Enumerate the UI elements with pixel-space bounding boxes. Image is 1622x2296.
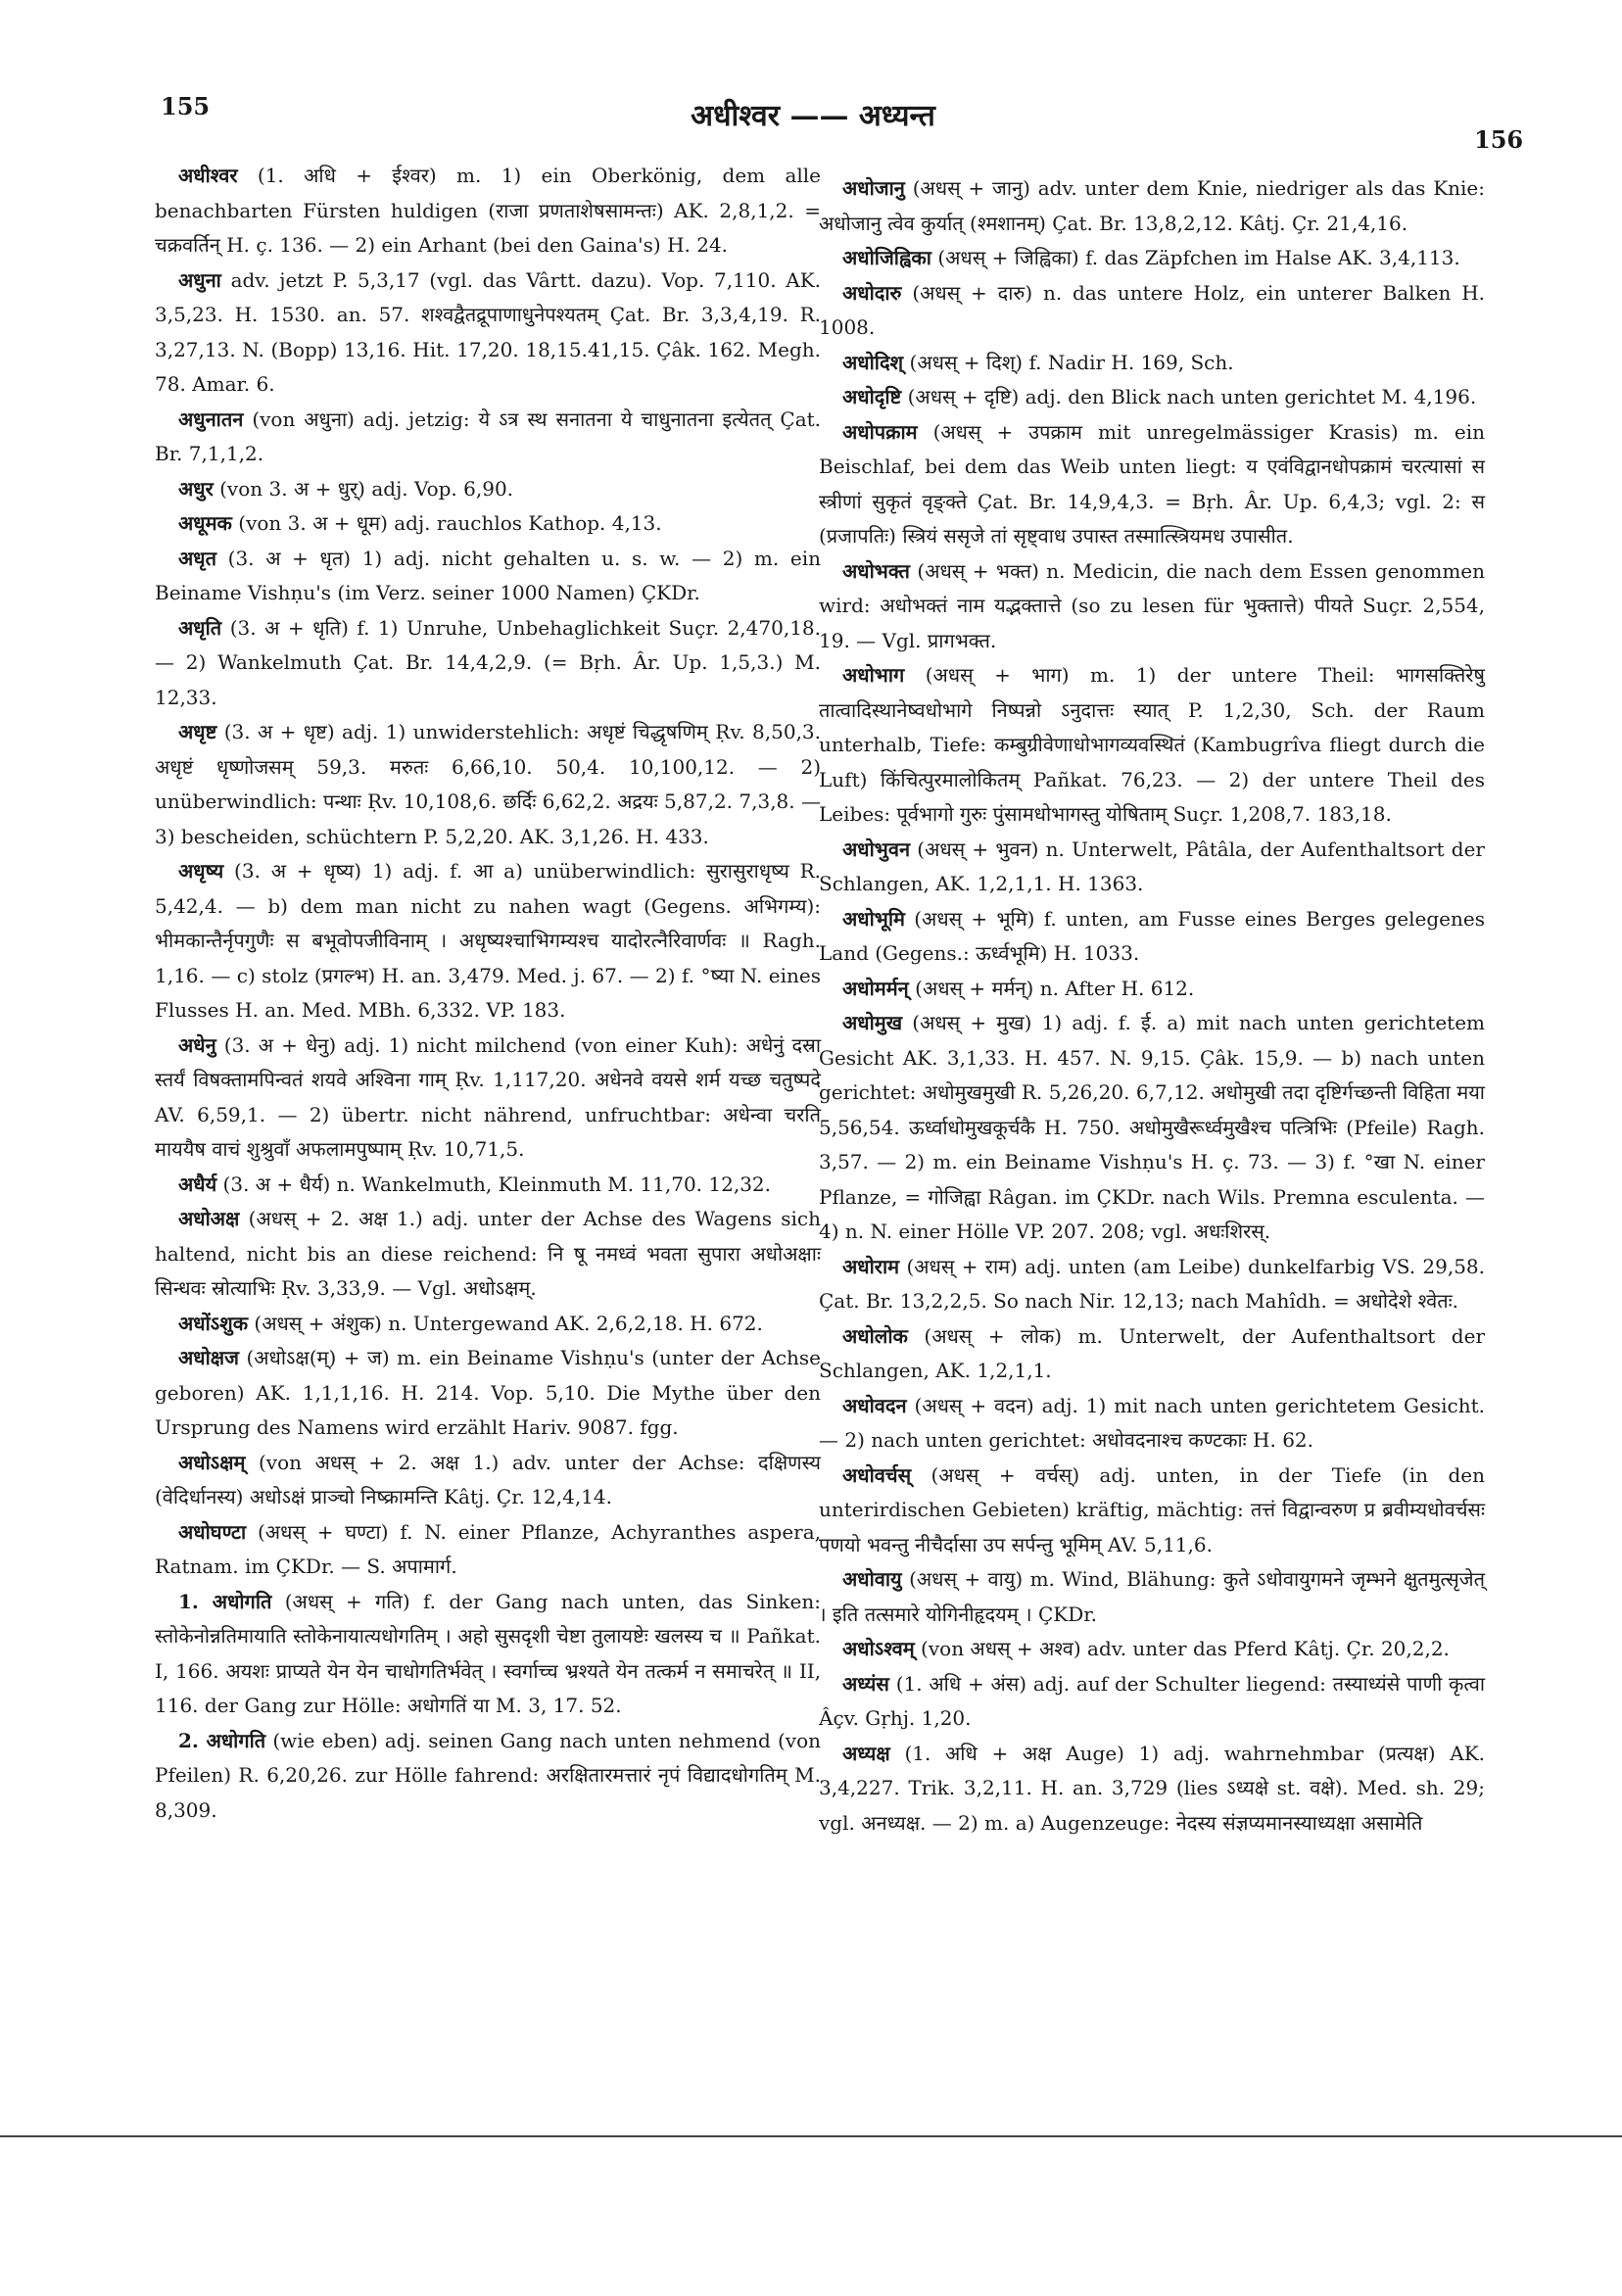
dictionary-entry — [819, 972, 1485, 1007]
dictionary-entry — [155, 1341, 821, 1446]
dictionary-entry — [155, 611, 821, 716]
dictionary-entry — [819, 380, 1485, 415]
entry-headword: अधोघण्टा — [178, 1519, 247, 1544]
dictionary-entry — [819, 171, 1485, 241]
entry-text: (von अधुना) adj. jetzig: ये ऽत्र स्थ सनातना ये चाधुनातना इत्येतत् Çat. Br. 7,1,1,2. — [155, 407, 822, 465]
entry-headword: अध्यंस — [842, 1671, 889, 1696]
footer-rule — [0, 2135, 1622, 2137]
entry-headword: अधोजिह्विका — [842, 246, 931, 269]
entry-text: (अधस् + जिह्विका) f. das Zäpfchen im Halse AK. 3,4,113. — [937, 246, 1460, 269]
entry-headword: अध्यक्ष — [842, 1741, 890, 1765]
entry-headword: अधूमक — [178, 511, 232, 535]
entry-headword: अधृष्य — [178, 859, 224, 883]
entry-text: (3. अ + धृत) 1) adj. nicht gehalten u. s. w. — 2) m. ein Beiname Vishṇu's (im Verz. seiner 1000 Namen) ÇKDr. — [155, 546, 821, 604]
dictionary-entry — [155, 506, 821, 542]
dictionary-entry — [819, 415, 1485, 554]
entry-headword: अधोदिश् — [842, 350, 904, 374]
page-number-right: 156 — [1474, 125, 1524, 154]
entry-text: (von 3. अ + धूम) adj. rauchlos Kathop. 4,13. — [238, 511, 662, 535]
entry-headword: अधोमुख — [842, 1011, 903, 1034]
dictionary-entry — [155, 1724, 821, 1829]
entry-text: (अधोऽक्ष(म्) + ज) m. ein Beiname Vishṇu's (unter der Achse geboren) AK. 1,1,1,16. H. 214. Vop. 5,10. Die Mythe über den Ursprung des Namens wird erzählt Hariv. 9087. fgg. — [155, 1346, 822, 1439]
entry-headword: अधेनु — [178, 1032, 216, 1057]
entry-text: (अधस् + 2. अक्ष 1.) adj. unter der Achse des Wagens sich haltend, nicht bis an diese reichend: नि षू नमध्वं भवता सुपारा अधोअक्षाः सिन्धवः स्रोत्याभिः Ṛv. 3,33,9. — Vgl. अधोऽक्षम्. — [155, 1207, 822, 1300]
entry-text: (अधस् + राम) adj. unten (am Leibe) dunkelfarbig VS. 29,58. Çat. Br. 13,2,2,5. So nach Nir. 12,13; nach Mahîdh. = अधोदेशे श्वेतः. — [819, 1254, 1486, 1313]
dictionary-entry — [819, 1632, 1485, 1667]
entry-text: (अधस् + मुख) 1) adj. f. ई. a) mit nach unten gerichtetem Gesicht AK. 3,1,33. H. 457. N. 9,15. Çâk. 15,9. — b) nach unten gerichtet: अधोमुखमुखी R. 5,26,20. 6,7,12. अधोमुखी तदा दृष्टिर्गच्छन्ती विहिता मया 5,56,54. ऊर्ध्वाधोमुखकूर्चकै H. 750. अधोमुखैरूर्ध्वमुखैश्च पत्त्रिभिः (Pfeile) Ragh. 3,57. — 2) m. ein Beiname Vishṇu's H. ç. 73. — 3) f. °खा N. einer Pflanze, = गोजिह्वा Râgan. im ÇKDr. nach Wils. Premna esculenta. — 4) n. N. einer Hölle VP. 207. 208; vgl. अधःशिरस्. — [819, 1011, 1486, 1243]
dictionary-entry — [819, 658, 1485, 833]
entry-headword: अधोराम — [842, 1254, 900, 1278]
entry-headword: अधोभुवन — [842, 837, 911, 861]
entry-text: adv. jetzt P. 5,3,17 (vgl. das Vârtt. dazu). Vop. 7,110. AK. 3,5,23. H. 1530. an. 57. शश्वद्वैतद्रूपाणाधुनेपश्यतम् Çat. Br. 3,3,4,19. R. 3,27,13. N. (Bopp) 13,16. Hit. 17,20. 18,15.41,15. Çâk. 162. Megh. 78. Amar. 6. — [155, 267, 822, 396]
entry-headword: अधोदृष्टि — [842, 385, 902, 408]
entry-headword: अधोमर्मन् — [842, 976, 909, 1000]
entry-text: (3. अ + धृति) f. 1) Unruhe, Unbehaglichkeit Suçr. 2,470,18. — 2) Wankelmuth Çat. Br. 14,4,2,9. (= Bṛh. Âr. Up. 1,5,3.) M. 12,33. — [155, 615, 821, 709]
dictionary-entry — [819, 902, 1485, 972]
entry-text: (3. अ + धृष्ट) adj. 1) unwiderstehlich: अधृष्टं चिद्धृषणिम् Ṛv. 8,50,3. अधृष्टं धृष्णोजसम् 59,3. मरुतः 6,66,10. 50,4. 10,100,12. — 2) unüberwindlich: पन्थाः Ṛv. 10,108,6. छर्दिः 6,62,2. अद्रयः 5,87,2. 7,3,8. — 3) bescheiden, schüchtern P. 5,2,20. AK. 3,1,26. H. 433. — [155, 720, 822, 848]
entry-headword: अधोपक्राम — [842, 419, 918, 444]
entry-headword: अधोवदन — [842, 1393, 907, 1417]
entry-text: (1. अधि + ईश्वर) m. 1) ein Oberkönig, dem alle benachbarten Fürsten huldigen (राजा प्रणताशेषसामन्तः) AK. 2,8,1,2. = चक्रवर्तिन् H. ç. 136. — 2) ein Arhant (bei den Gaina's) H. 24. — [155, 164, 822, 257]
entry-text: (अधस् + वर्चस्) adj. unten, in der Tiefe (in den unterirdischen Gebieten) kräftig, mächtig: तत्तं विद्वान्वरुण प्र ब्रवीम्यधोवर्चसः पणयो भवन्तु नीचैर्दासा उप सर्पन्तु भूमिम् AV. 5,11,6. — [819, 1462, 1485, 1556]
entry-text: (von अधस् + 2. अक्ष 1.) adv. unter der Achse: दक्षिणस्य (वेदिर्धानस्य) अधोऽक्षं प्राञ्चो निष्क्रामन्ति Kâtj. Çr. 12,4,14. — [155, 1450, 822, 1508]
entry-text: (अधस् + गति) f. der Gang nach unten, das Sinken: स्तोकेनोन्नतिमायाति स्तोकेनायात्यधोगतिम् । अहो सुसदृशी चेष्टा तुलायष्टेः खलस्य च ॥ Pañkat. I, 166. अयशः प्राप्यते येन येन चाधोगतिर्भवेत् । स्वर्गाच्च भ्रश्यते येन तत्कर्म न समाचरेत् ॥ II, 116. der Gang zur Hölle: अधोगतिं या M. 3, 17. 52. — [155, 1589, 822, 1717]
right-column — [819, 171, 1485, 1841]
entry-headword: अधोभक्त — [842, 558, 910, 583]
dictionary-entry — [155, 263, 821, 403]
entry-text: (अधस् + घण्टा) f. N. einer Pflanze, Achyranthes aspera, Ratnam. im ÇKDr. — S. अपामार्ग. — [155, 1519, 821, 1578]
entry-text: (1. अधि + अक्ष Auge) 1) adj. wahrnehmbar (प्रत्यक्ष) AK. 3,4,227. Trik. 3,2,11. H. an. 3,729 (lies ऽध्यक्षे st. वक्षे). Med. sh. 29; vgl. अनध्यक्ष. — 2) m. a) Augenzeuge: नेदस्य संज्ञप्यमानस्याध्यक्षा असामेति — [819, 1741, 1485, 1835]
dictionary-entry — [155, 159, 821, 263]
dictionary-entry — [819, 1250, 1485, 1319]
dictionary-entry — [155, 1515, 821, 1585]
entry-headword: अधोदारु — [842, 280, 902, 305]
entry-headword: अधुर — [178, 476, 214, 501]
dictionary-entry — [819, 1006, 1485, 1250]
dictionary-entry — [819, 1389, 1485, 1459]
entry-text: (अधस् + उपक्राम mit unregelmässiger Krasis) m. ein Beischlaf, bei dem das Weib unten liegt: य एवंविद्वानधोपक्रामं चरत्यासां स स्त्रीणां सुकृतं वृङ्क्ते Çat. Br. 14,9,4,3. = Bṛh. Âr. Up. 6,4,3; vgl. 2: स (प्रजापतिः) स्त्रियं ससृजे तां सृष्ट्वाध उपास्त तस्मात्स्त्रियमध उपासीत. — [819, 419, 1485, 548]
entry-headword: अधोअक्ष — [178, 1207, 240, 1230]
dictionary-entry — [819, 346, 1485, 381]
entry-headword: अधोक्षज — [178, 1346, 239, 1369]
dictionary-entry — [155, 472, 821, 507]
entry-headword: अधोभूमि — [842, 906, 905, 931]
dictionary-entry — [819, 1737, 1485, 1842]
entry-headword: अधोऽक्षम् — [178, 1450, 246, 1474]
page-number-left: 155 — [161, 92, 211, 120]
dictionary-entry — [819, 1319, 1485, 1389]
dictionary-entry — [819, 1459, 1485, 1563]
entry-headword: 2. अधोगति — [178, 1728, 266, 1752]
dictionary-entry — [155, 854, 821, 1028]
entry-text: (अधस् + भूमि) f. unten, am Fusse eines Berges gelegenes Land (Gegens.: ऊर्ध्वभूमि) H. 1033. — [819, 906, 1485, 965]
entry-headword: 1. अधोगति — [178, 1589, 272, 1613]
running-title: अधीश्वर —— अध्यन्त — [691, 99, 935, 133]
entry-text: (3. अ + धैर्य) n. Wankelmuth, Kleinmuth M. 11,70. 12,32. — [222, 1172, 772, 1196]
dictionary-entry — [155, 1446, 821, 1515]
entry-headword: अधोवर्चस् — [842, 1462, 912, 1487]
entry-text: (अधस् + वायु) m. Wind, Blähung: कुते ऽधोवायुगमने जृम्भने क्षुतमुत्सृजेत् । इति तत्समारे योगिनीहृदयम् । ÇKDr. — [819, 1567, 1485, 1626]
entry-text: (अधस् + भाग) m. 1) der untere Theil: भागसक्तिरेषु तात्वादिस्थानेष्वधोभागे निष्पन्नो ऽनुदात्तः स्यात् P. 1,2,30, Sch. der Raum unterhalb, Tiefe: कम्बुग्रीवेणाधोभागव्यवस्थितं (Kambugrîva fliegt durch die Luft) किंचित्पुरमालोकितम् Pañkat. 76,23. — 2) der untere Theil des Leibes: पूर्वभागो गुरुः पुंसामधोभागस्तु योषिताम् Suçr. 1,208,7. 183,18. — [819, 663, 1485, 826]
entry-text: (अधस् + दारु) n. das untere Holz, ein unterer Balken H. 1008. — [819, 280, 1485, 339]
entry-text: (अधस् + भक्त) n. Medicin, die nach dem Essen genommen wird: अधोभक्तं नाम यद्भक्तात्ते (so zu lesen für भुक्तात्ते) पीयते Suçr. 2,554, 19. — Vgl. प्रागभक्त. — [819, 558, 1486, 652]
entry-text: (1. अधि + अंस) adj. auf der Schulter liegend: तस्याध्यंसे पाणी कृत्वा Âçv. Gṛhj. 1,20. — [819, 1671, 1485, 1730]
dictionary-entry — [155, 542, 821, 611]
dictionary-entry — [819, 1667, 1485, 1737]
entry-text: (von 3. अ + धुर्) adj. Vop. 6,90. — [219, 476, 514, 501]
entry-text: (3. अ + धेनु) adj. 1) nicht milchend (von einer Kuh): अधेनुं दस्रा स्तर्यं विषक्तामपिन्वतं शयवे अश्विना गाम् Ṛv. 1,117,20. अधेनवे वयसे शर्म यच्छ चतुष्पदे AV. 6,59,1. — 2) übertr. nicht nährend, unfruchtbar: अधेन्वा चरति माययैष वाचं शुश्रुवाँ अफलामपुष्पाम् Ṛv. 10,71,5. — [155, 1032, 821, 1161]
entry-text: (अधस् + दृष्टि) adj. den Blick nach unten gerichtet M. 4,196. — [907, 385, 1477, 408]
entry-headword: अधुनातन — [178, 407, 244, 431]
dictionary-entry — [819, 1562, 1485, 1632]
entry-text: (अधस् + वदन) adj. 1) mit nach unten gerichtetem Gesicht. — 2) nach unten gerichtet: अधोवदनाश्च कण्टकाः H. 62. — [819, 1393, 1485, 1452]
dictionary-entry — [819, 241, 1485, 276]
entry-text: (अधस् + दिश्) f. Nadir H. 169, Sch. — [909, 350, 1234, 374]
dictionary-entry — [155, 1307, 821, 1342]
entry-headword: अधैर्य — [178, 1172, 217, 1196]
entry-headword: अधोभाग — [842, 663, 905, 687]
dictionary-entry — [155, 1028, 821, 1168]
entry-headword: अधृत — [178, 546, 216, 570]
dictionary-entry — [819, 554, 1485, 659]
entry-headword: अधोजानु — [842, 176, 905, 200]
dictionary-entry — [819, 276, 1485, 346]
dictionary-entry — [155, 1202, 821, 1307]
dictionary-entry — [155, 715, 821, 854]
dictionary-entry — [155, 403, 821, 472]
entry-headword: अधोवायु — [842, 1567, 902, 1591]
entry-headword: अधुना — [178, 267, 221, 292]
entry-headword: अधोंऽशुक — [178, 1311, 249, 1335]
entry-headword: अधृति — [178, 615, 222, 640]
entry-headword: अधीश्वर — [178, 164, 238, 187]
entry-text: (3. अ + धृष्य) 1) adj. f. आ a) unüberwindlich: सुरासुराधृष्य R. 5,42,4. — b) dem man nicht zu nahen wagt (Gegens. अभिगम्य): भीमकान्तैर्नृपगुणैः स बभूवोपजीविनाम् । अधृष्यश्चाभिगम्यश्च यादोरत्नैरिवार्णवः ॥ Ragh. 1,16. — c) stolz (प्रगल्भ) H. an. 3,479. Med. j. 67. — 2) f. °ष्या N. eines Flusses H. an. Med. MBh. 6,332. VP. 183. — [155, 859, 821, 1022]
entry-text: (wie eben) adj. seinen Gang nach unten nehmend (von Pfeilen) R. 6,20,26. zur Hölle fahrend: अरक्षितारमत्तारं नृपं विद्यादधोगतिम् M. 8,309. — [155, 1728, 821, 1822]
dictionary-entry — [819, 833, 1485, 902]
entry-text: (अधस् + भुवन) n. Unterwelt, Pâtâla, der Aufenthaltsort der Schlangen, AK. 1,2,1,1. H. 1363. — [819, 837, 1485, 895]
entry-headword: अधृष्ट — [178, 720, 217, 743]
dictionary-entry — [155, 1168, 821, 1203]
entry-headword: अधोलोक — [842, 1323, 908, 1348]
entry-text: (अधस् + लोक) m. Unterwelt, der Aufenthaltsort der Schlangen, AK. 1,2,1,1. — [819, 1323, 1486, 1382]
entry-text: (अधस् + अंशुक) n. Untergewand AK. 2,6,2,18. H. 672. — [254, 1311, 763, 1335]
entry-text: (अधस् + मर्मन्) n. After H. 612. — [915, 976, 1195, 1000]
entry-headword: अधोऽश्वम् — [842, 1637, 915, 1660]
entry-text: (von अधस् + अश्व) adv. unter das Pferd Kâtj. Çr. 20,2,2. — [921, 1637, 1450, 1660]
entry-text: (अधस् + जानु) adv. unter dem Knie, niedriger als das Knie: अधोजानु त्वेव कुर्यात् (श्मशानम्) Çat. Br. 13,8,2,12. Kâtj. Çr. 21,4,16. — [819, 176, 1485, 235]
left-column — [155, 159, 821, 1828]
dictionary-entry — [155, 1585, 821, 1724]
